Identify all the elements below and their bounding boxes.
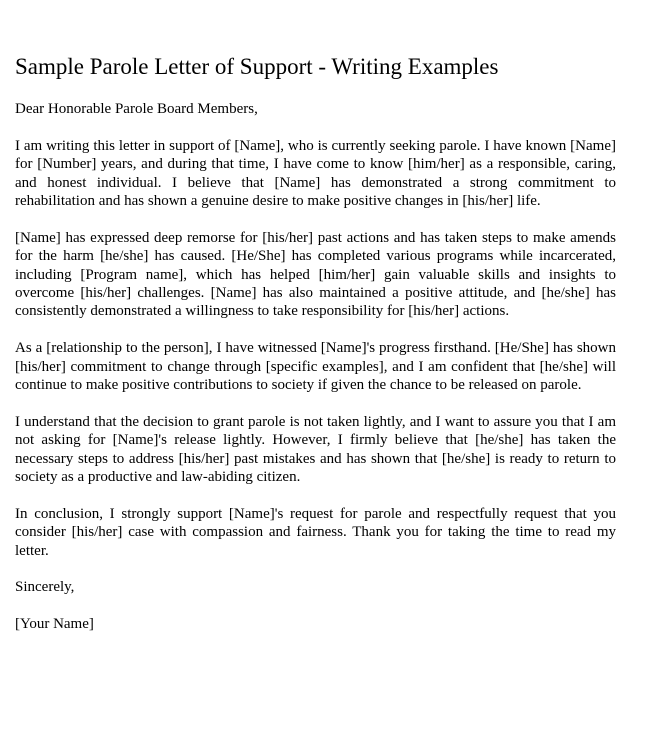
letter-paragraph: As a [relationship to the person], I have witnessed [Name]'s progress firsthand. [He/She] has shown [his/her] commitment to change through [specific examples], and I am confident that [he/she] will continue to make positive contributions to society if given the chance to be released on parole. xyxy=(15,340,616,394)
letter-closing: Sincerely, xyxy=(15,579,75,596)
letter-paragraph: In conclusion, I strongly support [Name]'s request for parole and respectfully request that you consider [his/her] case with compassion and fairness. Thank you for taking the time to read my letter. xyxy=(15,505,616,559)
letter-document xyxy=(15,0,616,634)
letter-paragraph: I am writing this letter in support of [Name], who is currently seeking parole. I have known [Name] for [Number] years, and during that time, I have come to know [him/her] as a responsible, caring, and honest individual. I believe that [Name] has demonstrated a strong commitment to rehabilitation and has shown a genuine desire to make positive changes in [his/her] life. xyxy=(15,137,616,210)
letter-paragraph: [Name] has expressed deep remorse for [his/her] past actions and has taken steps to make amends for the harm [he/she] has caused. [He/She] has completed various programs while incarcerated, including [Program name], which has helped [him/her] gain valuable skills and insights to overcome [his/her] challenges. [Name] has also maintained a positive attitude, and [he/she] has consistently demonstrated a willingness to take responsibility for [his/her] actions. xyxy=(15,229,616,320)
document-title: Sample Parole Letter of Support - Writing Examples xyxy=(15,54,499,79)
letter-salutation: Dear Honorable Parole Board Members, xyxy=(15,101,258,117)
letter-signature: [Your Name] xyxy=(15,616,94,633)
letter-paragraph: I understand that the decision to grant parole is not taken lightly, and I want to assure you that I am not asking for [Name]'s release lightly. However, I firmly believe that [he/she] has taken the necessary steps to address [his/her] past mistakes and has shown that [he/she] is ready to return to society as a productive and law-abiding citizen. xyxy=(15,413,616,486)
